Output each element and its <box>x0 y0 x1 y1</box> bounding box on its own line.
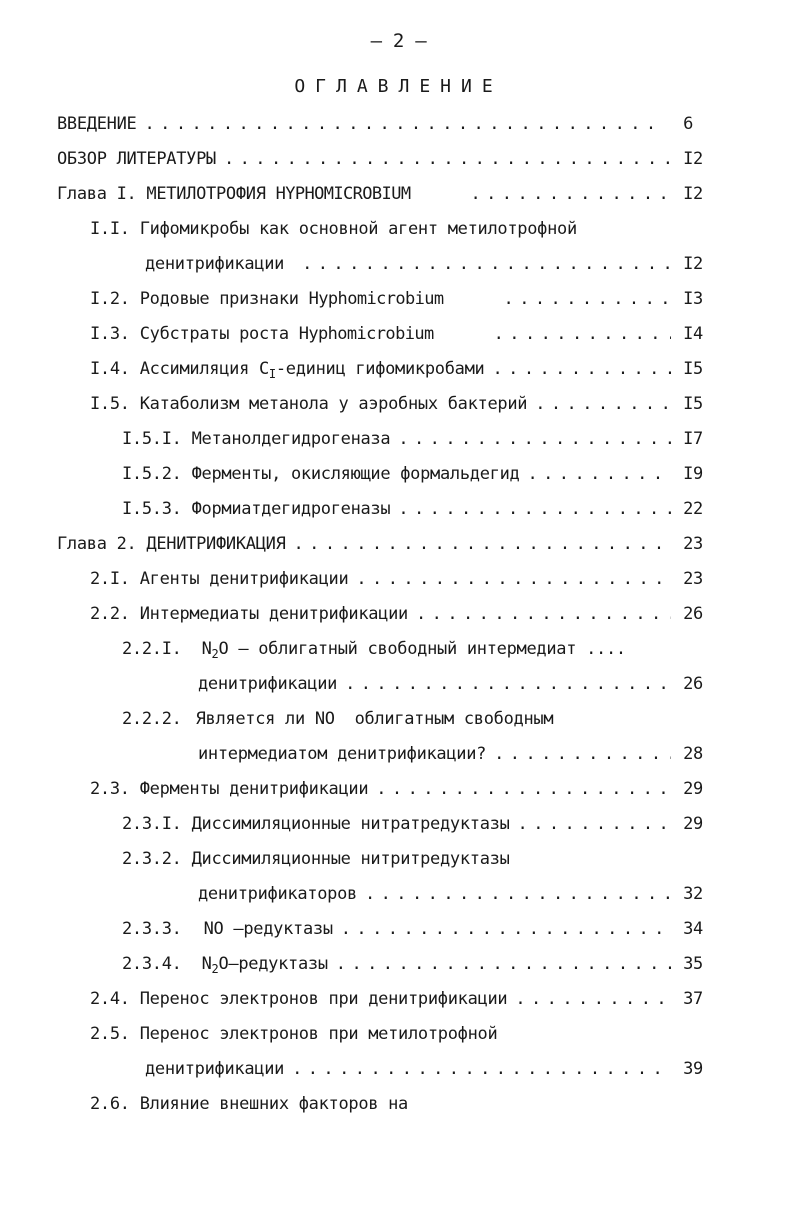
toc-entry-1-4 <box>90 357 703 381</box>
genus-name: Hyphomicrobium <box>308 289 444 309</box>
genus-name: HYPHOMICROBIUM <box>275 184 411 204</box>
dot-leader <box>336 952 671 976</box>
entry-page: 6 <box>683 114 693 134</box>
dot-leader <box>365 882 671 906</box>
entry-title: Перенос электронов при метилотрофной <box>139 1024 498 1044</box>
toc-entry-1-5-3 <box>122 497 703 521</box>
dot-leader <box>356 567 671 591</box>
toc-entry-chapter-2 <box>57 532 703 556</box>
toc-entry-2-3-3 <box>122 917 703 941</box>
dot-leader <box>527 462 671 486</box>
dot-leader <box>470 182 671 206</box>
toc-entry-1-1-cont <box>145 252 703 276</box>
toc-entry-2-2-2-cont <box>198 742 703 766</box>
toc-entry-2-3-1 <box>122 812 703 836</box>
entry-number: 2.3.3. <box>122 919 182 939</box>
entry-title: Агенты денитрификации <box>139 569 349 589</box>
entry-title: Ассимиляция $C_I$-единиц гифомикробами <box>139 359 485 381</box>
toc-entry-1-5-1 <box>122 427 703 451</box>
entry-number: I.5.2. <box>122 464 182 484</box>
toc-entry-2-5 <box>90 1022 703 1046</box>
dot-leader <box>398 497 671 521</box>
entry-title: ОБЗОР ЛИТЕРАТУРЫ <box>57 149 216 169</box>
entry-title: NO –редуктазы <box>203 919 333 939</box>
dot-leader <box>494 742 671 766</box>
entry-title: Интермедиаты денитрификации <box>139 604 408 624</box>
toc-entry-2-6 <box>90 1092 703 1116</box>
entry-number: I.2. <box>90 289 130 309</box>
entry-page: I2 <box>683 254 703 274</box>
entry-page: I4 <box>683 324 703 344</box>
entry-title-continuation: денитрификации <box>198 674 338 694</box>
entry-number: I.I. <box>90 219 130 239</box>
toc-entry-1-2 <box>90 287 703 311</box>
entry-title: Родовые признаки Hyphomicrobium <box>139 289 444 309</box>
entry-title: Катаболизм метанола у аэробных бактерий <box>139 394 528 414</box>
entry-number: I.4. <box>90 359 130 379</box>
entry-page: 23 <box>683 569 703 589</box>
entry-page: 39 <box>683 1059 703 1079</box>
entry-page: I5 <box>683 359 703 379</box>
entry-number: 2.5. <box>90 1024 130 1044</box>
entry-page: 34 <box>683 919 703 939</box>
toc-entry-1-1 <box>90 217 703 241</box>
toc-entry-1-3 <box>90 322 703 346</box>
entry-number: 2.I. <box>90 569 130 589</box>
toc-entry-1-5-2 <box>122 462 703 486</box>
entry-title-continuation: денитрификации <box>145 254 285 274</box>
entry-number: 2.2.I. <box>122 639 182 659</box>
entry-number: 2.2. <box>90 604 130 624</box>
entry-page: I2 <box>683 149 703 169</box>
entry-title: Диссимиляционные нитратредуктазы <box>191 814 510 834</box>
entry-page: I7 <box>683 429 703 449</box>
dot-leader <box>416 602 671 626</box>
entry-page: 29 <box>683 814 703 834</box>
entry-number: 2.3.2. <box>122 849 182 869</box>
entry-number: I.5.3. <box>122 499 182 519</box>
entry-title: Глава I. МЕТИЛОТРОФИЯ HYPHOMICROBIUM <box>57 184 411 204</box>
dot-leader <box>492 357 671 381</box>
entry-number: 2.6. <box>90 1094 130 1114</box>
entry-title-continuation: интермедиатом денитрификации? <box>198 744 487 764</box>
entry-title: Перенос электронов при денитрификации <box>139 989 508 1009</box>
toc-entry-chapter-1 <box>57 182 703 206</box>
entry-number: I.5. <box>90 394 130 414</box>
dot-leader <box>224 147 671 171</box>
entry-page: 23 <box>683 534 703 554</box>
entry-page: 22 <box>683 499 703 519</box>
entry-title: Субстраты роста Hyphomicrobium <box>139 324 434 344</box>
toc-entry-2-4 <box>90 987 703 1011</box>
entry-number: 2.3. <box>90 779 130 799</box>
entry-title: ВВЕДЕНИЕ <box>57 114 137 134</box>
entry-page: I9 <box>683 464 703 484</box>
dot-leader <box>302 252 671 276</box>
entry-number: I.5.I. <box>122 429 182 449</box>
dot-leader <box>515 987 671 1011</box>
toc-entry-intro <box>57 112 693 136</box>
toc-entry-2-5-cont <box>145 1057 703 1081</box>
entry-number: 2.3.4. <box>122 954 182 974</box>
entry-title: Метанолдегидрогеназа <box>191 429 391 449</box>
toc-entry-review <box>57 147 703 171</box>
entry-page: 26 <box>683 604 703 624</box>
entry-title: Ферменты, окисляющие формальдегид <box>191 464 520 484</box>
entry-number: 2.3.I. <box>122 814 182 834</box>
dot-leader <box>345 672 671 696</box>
dot-leader <box>376 777 671 801</box>
entry-number: 2.2.2. <box>122 709 182 729</box>
entry-title: $N_2O$–редуктазы <box>201 954 328 976</box>
entry-number: I.3. <box>90 324 130 344</box>
entry-page: 35 <box>683 954 703 974</box>
entry-title: Влияние внешних факторов на <box>139 1094 408 1114</box>
toc-entry-1-5 <box>90 392 703 416</box>
toc-entry-2-3-2 <box>122 847 703 871</box>
entry-page: 37 <box>683 989 703 1009</box>
page-title: ОГЛАВЛЕНИЕ <box>294 76 503 97</box>
entry-page: 29 <box>683 779 703 799</box>
entry-title-continuation: денитрификации <box>145 1059 285 1079</box>
toc-entry-2-1 <box>90 567 703 591</box>
dot-leader <box>294 532 671 556</box>
toc-entry-2-2-1-cont <box>198 672 703 696</box>
toc-entry-2-2 <box>90 602 703 626</box>
dot-leader <box>341 917 671 941</box>
toc-entry-2-3-2-cont <box>198 882 703 906</box>
dot-leader <box>398 427 671 451</box>
entry-title: Глава 2. ДЕНИТРИФИКАЦИЯ <box>57 534 286 554</box>
entry-title: Формиатдегидрогеназы <box>191 499 391 519</box>
entry-page: 28 <box>683 744 703 764</box>
toc-entry-2-3 <box>90 777 703 801</box>
entry-title: Диссимиляционные нитритредуктазы <box>191 849 510 869</box>
entry-page: 26 <box>683 674 703 694</box>
dot-leader <box>144 112 661 136</box>
entry-title: Гифомикробы как основной агент метилотрофной <box>139 219 577 239</box>
entry-title: $N_2O$ – облигатный свободный интермедиат .... <box>201 639 626 661</box>
dot-leader <box>535 392 671 416</box>
dot-leader <box>494 322 671 346</box>
genus-name: Hyphomicrobium <box>298 324 434 344</box>
page-number: – 2 – <box>370 30 427 52</box>
entry-title: Является ли NO облигатным свободным <box>195 709 554 729</box>
entry-page: I3 <box>683 289 703 309</box>
entry-page: I5 <box>683 394 703 414</box>
toc-entry-2-3-4 <box>122 952 703 976</box>
entry-title-continuation: денитрификаторов <box>198 884 357 904</box>
entry-number: 2.4. <box>90 989 130 1009</box>
toc-entry-2-2-1 <box>122 637 703 661</box>
entry-page: 32 <box>683 884 703 904</box>
entry-title: Ферменты денитрификации <box>139 779 369 799</box>
entry-page: I2 <box>683 184 703 204</box>
dot-leader <box>292 1057 671 1081</box>
toc-entry-2-2-2 <box>122 707 703 731</box>
dot-leader <box>518 812 671 836</box>
dot-leader <box>504 287 671 311</box>
